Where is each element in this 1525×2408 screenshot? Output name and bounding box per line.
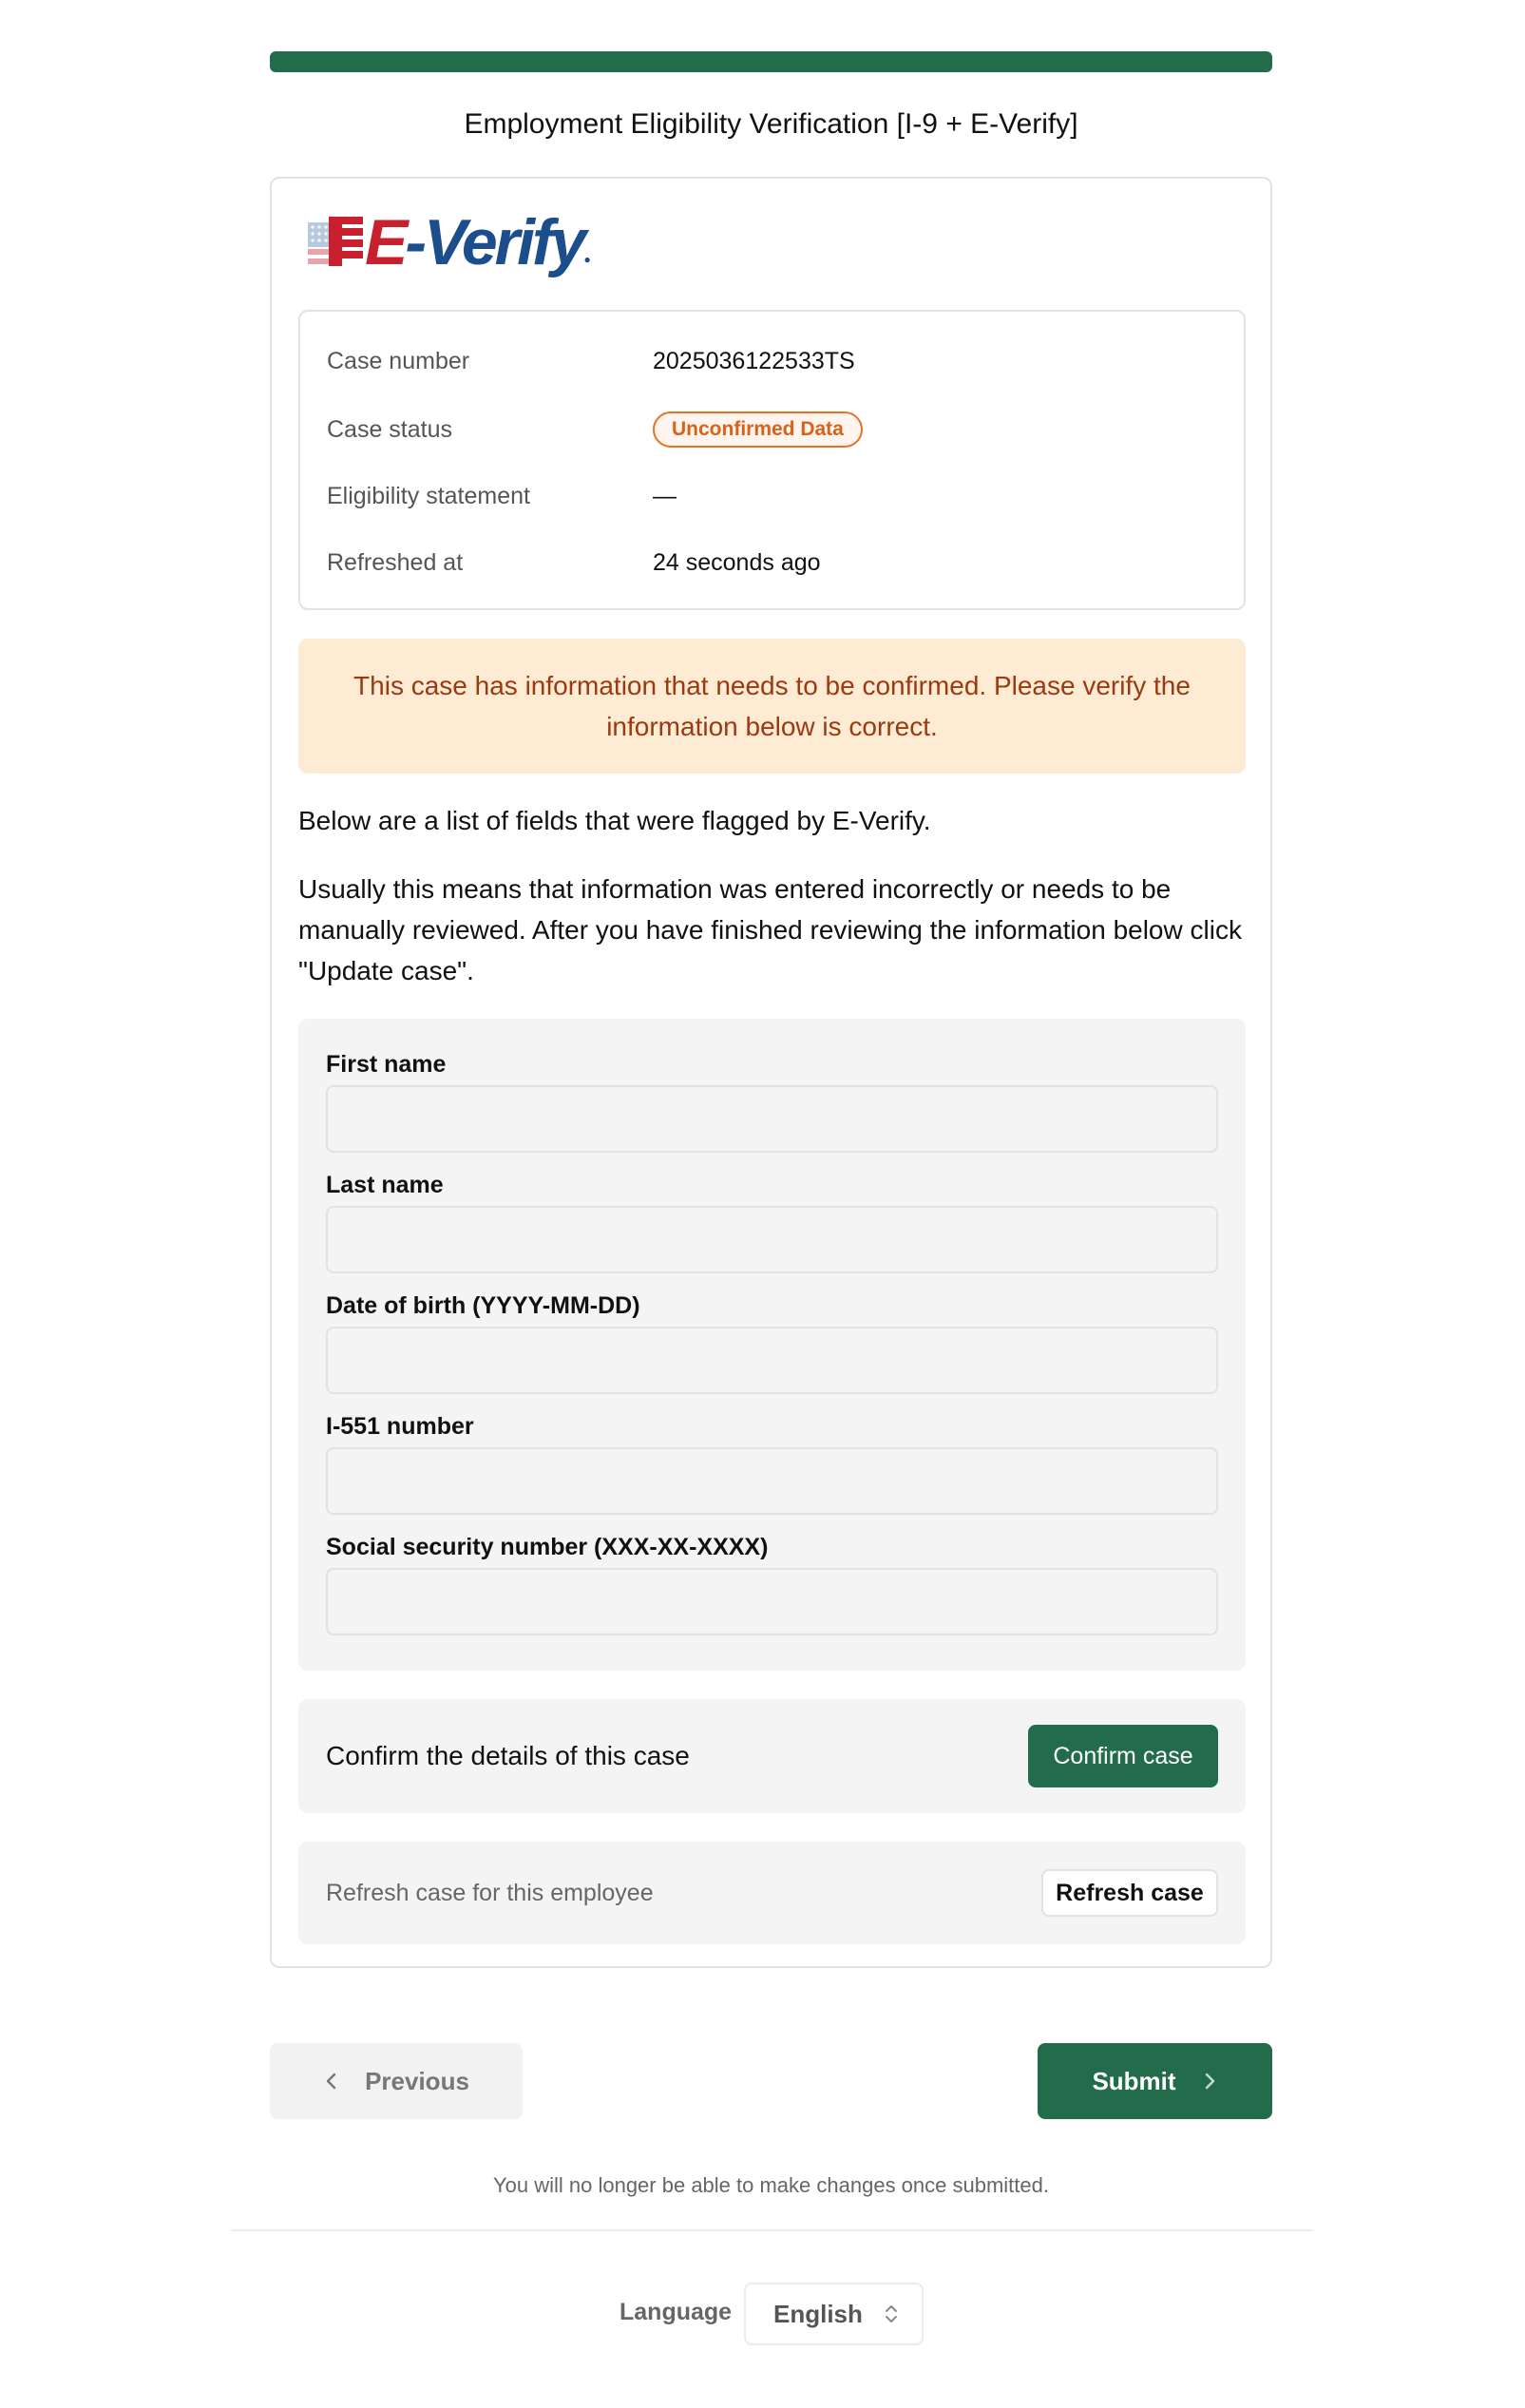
i551-input[interactable] bbox=[326, 1447, 1218, 1515]
submit-label: Submit bbox=[1092, 2066, 1176, 2095]
i551-label: I-551 number bbox=[326, 1413, 474, 1440]
ssn-label: Social security number (XXX-XX-XXXX) bbox=[326, 1534, 769, 1560]
logo-trademark-dot: ● bbox=[583, 253, 591, 266]
case-number-value: 2025036122533TS bbox=[653, 347, 855, 374]
eligibility-value: — bbox=[653, 482, 677, 509]
submit-note: You will no longer be able to make changes once submitted. bbox=[492, 2173, 1049, 2197]
confirm-panel bbox=[298, 1699, 1246, 1813]
page-title: Employment Eligibility Verification [I-9 + E-Verify] bbox=[464, 108, 1078, 140]
case-number-label: Case number bbox=[327, 347, 470, 374]
language-selected: English bbox=[773, 2299, 863, 2328]
logo-text-e: E bbox=[365, 206, 406, 278]
eligibility-label: Eligibility statement bbox=[327, 482, 530, 509]
first-name-input[interactable] bbox=[326, 1085, 1218, 1153]
chevron-right-icon bbox=[1201, 2073, 1218, 2090]
language-select[interactable] bbox=[744, 2283, 924, 2345]
intro-line-2: Usually this means that information was entered incorrectly or needs to be manually reviewed. After you have finished reviewing the information below click "Update case". bbox=[298, 874, 1242, 985]
e-verify-wordmark bbox=[365, 206, 584, 278]
dob-input[interactable] bbox=[326, 1327, 1218, 1394]
chevron-up-down-icon bbox=[884, 2303, 899, 2325]
flagged-fields-panel bbox=[298, 1019, 1246, 1671]
eligibility-row bbox=[327, 479, 1220, 513]
case-number-row bbox=[327, 344, 1220, 378]
progress-bar bbox=[270, 51, 1272, 72]
previous-button[interactable] bbox=[270, 2043, 523, 2119]
refresh-case-button[interactable]: Refresh case bbox=[1041, 1869, 1218, 1917]
e-verify-card bbox=[270, 177, 1272, 1968]
e-verify-logo bbox=[308, 206, 591, 278]
refreshed-label: Refreshed at bbox=[327, 548, 464, 576]
intro-line-1: Below are a list of fields that were flagged by E-Verify. bbox=[298, 806, 931, 835]
confirm-text: Confirm the details of this case bbox=[326, 1741, 690, 1770]
dob-label: Date of birth (YYYY-MM-DD) bbox=[326, 1292, 640, 1319]
case-status-label: Case status bbox=[327, 415, 453, 443]
flag-icon bbox=[308, 215, 363, 270]
language-label: Language bbox=[620, 2298, 733, 2325]
footer-divider bbox=[231, 2229, 1314, 2231]
status-badge: Unconfirmed Data bbox=[653, 411, 863, 448]
last-name-input[interactable] bbox=[326, 1206, 1218, 1273]
case-info-box bbox=[298, 310, 1246, 610]
case-status-row bbox=[327, 409, 1220, 450]
logo-text-rest: -Verify bbox=[405, 206, 584, 278]
submit-button[interactable] bbox=[1038, 2043, 1272, 2119]
chevron-left-icon bbox=[323, 2073, 340, 2090]
previous-label: Previous bbox=[365, 2066, 469, 2095]
ssn-input[interactable] bbox=[326, 1568, 1218, 1635]
last-name-label: Last name bbox=[326, 1172, 444, 1198]
confirm-case-button[interactable]: Confirm case bbox=[1028, 1725, 1218, 1787]
progress-fill bbox=[270, 51, 1272, 72]
refreshed-value: 24 seconds ago bbox=[653, 548, 821, 576]
refresh-panel bbox=[298, 1842, 1246, 1944]
refresh-text: Refresh case for this employee bbox=[326, 1879, 654, 1906]
first-name-label: First name bbox=[326, 1051, 447, 1078]
warning-alert: This case has information that needs to be confirmed. Please verify the information below is correct. bbox=[298, 639, 1246, 774]
refreshed-row bbox=[327, 545, 1220, 580]
